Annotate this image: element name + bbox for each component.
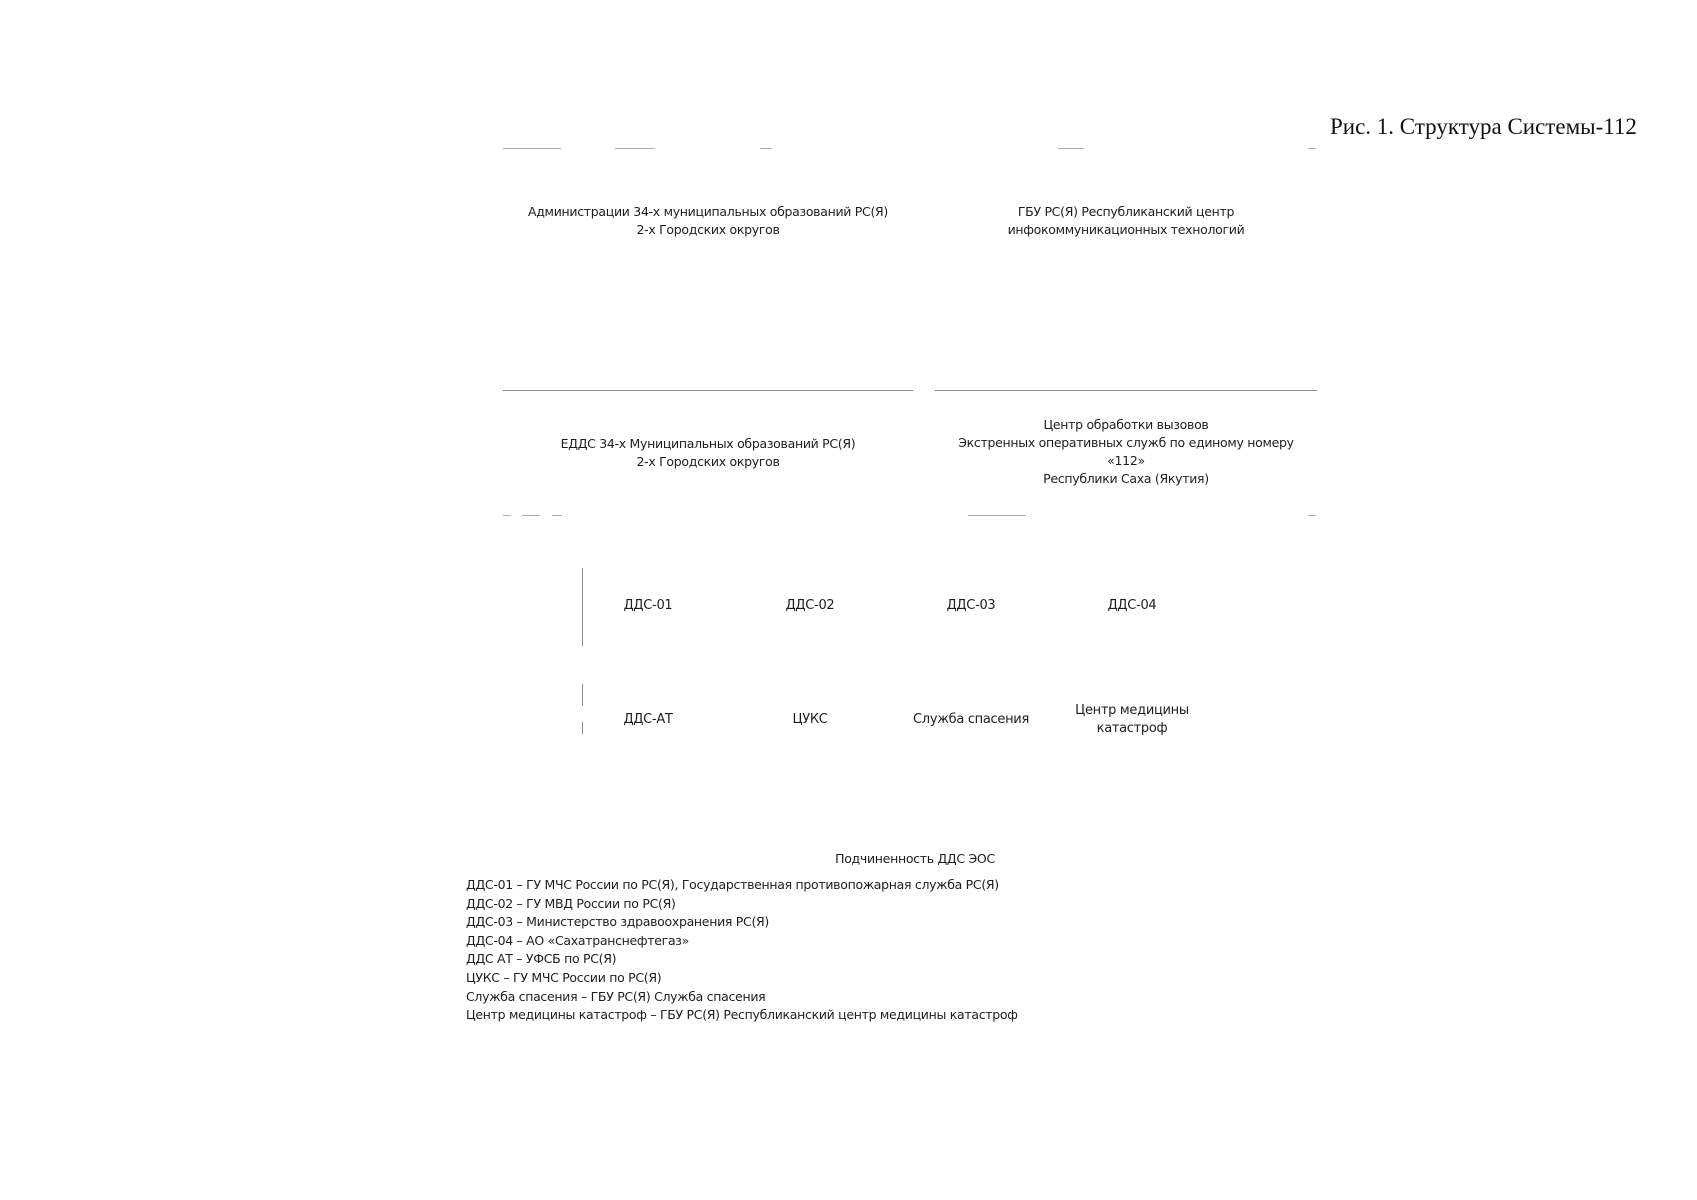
call-center-line4: Республики Саха (Якутия): [1043, 471, 1209, 486]
edds-box: [503, 435, 913, 471]
services-bracket-mid: [582, 684, 583, 706]
divider-left: [503, 390, 913, 391]
services-bracket-upper: [582, 568, 583, 646]
call-center-line1: Центр обработки вызовов: [1043, 417, 1209, 432]
legend-item: ДДС АТ – УФСБ по РС(Я): [466, 951, 617, 967]
legend-item: ДДС-04 – АО «Сахатранснефтегаз»: [466, 932, 689, 948]
top-frame-dash: [503, 148, 561, 149]
legend-item: ДДС-02 – ГУ МВД России по РС(Я): [466, 895, 676, 911]
call-center-line3: «112»: [1107, 453, 1145, 468]
service-dds-03: ДДС-03: [946, 598, 996, 613]
gbu-box-line1: ГБУ РС(Я) Республиканский центр: [1017, 204, 1235, 219]
gbu-box-line2: инфокоммуникационных технологий: [1007, 222, 1245, 237]
service-dds-at: ДДС-АТ: [623, 712, 673, 727]
service-disaster-medicine-line1: Центр медицины: [1075, 703, 1189, 718]
legend-item: Центр медицины катастроф – ГБУ РС(Я) Республиканский центр медицины катастроф: [466, 1007, 1018, 1023]
legend-item: Служба спасения – ГБУ РС(Я) Служба спасения: [466, 988, 766, 1004]
divider-right: [935, 390, 1317, 391]
service-rescue: Служба спасения: [913, 712, 1029, 727]
top-frame-dash: [760, 148, 772, 149]
legend-title: Подчиненность ДДС ЭОС: [835, 851, 995, 866]
service-disaster-medicine-line2: катастроф: [1096, 721, 1168, 736]
service-disaster-medicine: [1062, 702, 1202, 738]
mid-frame-dash: [503, 515, 511, 516]
gbu-box: [935, 203, 1317, 239]
call-center-line2: Экстренных оперативных служб по единому номеру: [958, 435, 1294, 450]
service-tsuks: ЦУКС: [792, 712, 828, 727]
mid-frame-dash: [552, 515, 562, 516]
service-dds-04: ДДС-04: [1107, 598, 1157, 613]
service-dds-02: ДДС-02: [785, 598, 835, 613]
mid-frame-dash: [1308, 515, 1316, 516]
mid-frame-dash: [968, 515, 1026, 516]
top-frame-dash: [1058, 148, 1084, 149]
top-frame-dash: [1308, 148, 1316, 149]
call-center-box: [935, 416, 1317, 488]
edds-box-line2: 2-х Городских округов: [636, 454, 780, 469]
legend-item: ДДС-01 – ГУ МЧС России по РС(Я), Государственная противопожарная служба РС(Я): [466, 877, 999, 892]
edds-box-line1: ЕДДС 34-х Муниципальных образований РС(Я): [560, 436, 856, 451]
legend-item: ЦУКС – ГУ МЧС России по РС(Я): [466, 969, 662, 985]
top-frame-dash: [615, 148, 655, 149]
legend-item: ДДС-03 – Министерство здравоохранения РС(Я): [466, 914, 769, 930]
admin-box-line2: 2-х Городских округов: [636, 222, 780, 237]
services-bracket-lower: [582, 722, 583, 734]
legend-list: [466, 876, 1018, 1025]
figure-caption: Рис. 1. Структура Системы-112: [1330, 114, 1637, 139]
service-dds-01: ДДС-01: [623, 598, 673, 613]
admin-box-line1: Администрации 34-х муниципальных образований РС(Я): [527, 204, 889, 219]
admin-box: [503, 203, 913, 239]
mid-frame-dash: [522, 515, 540, 516]
